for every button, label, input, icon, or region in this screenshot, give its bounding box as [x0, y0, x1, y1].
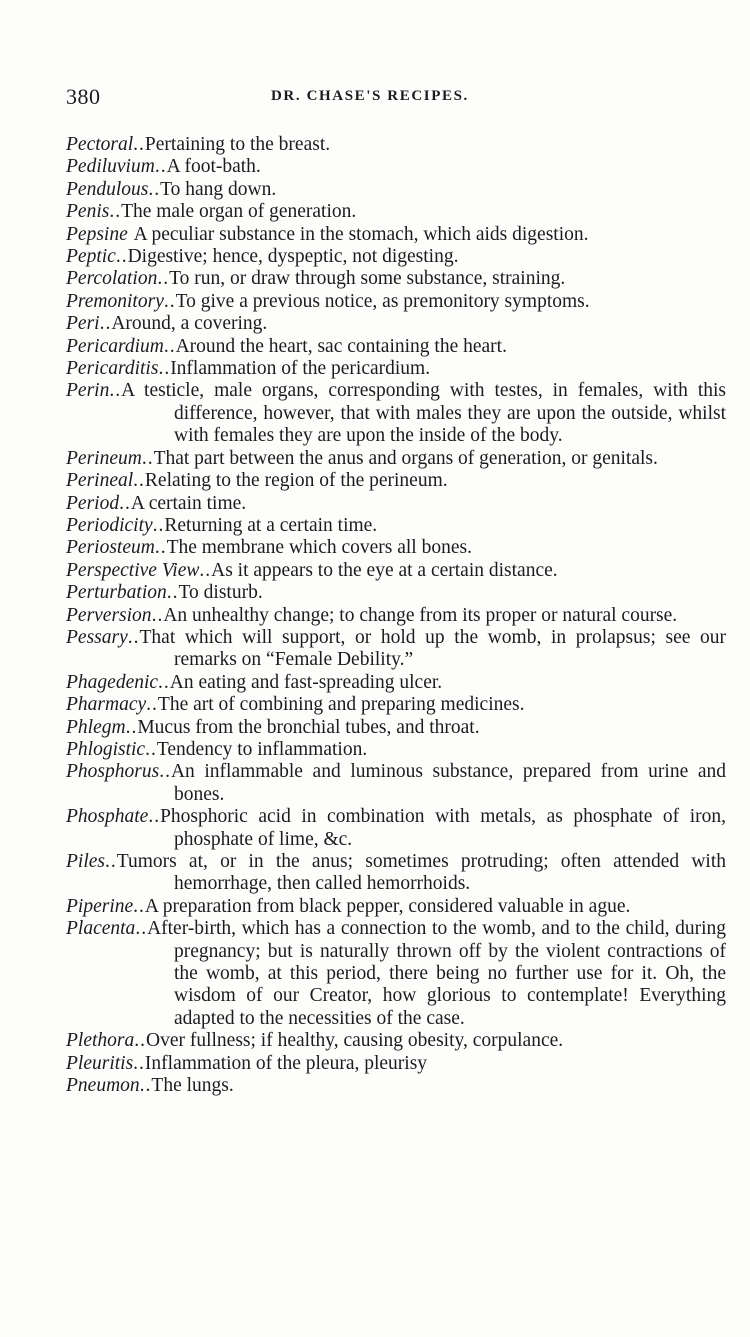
glossary-entry: [66, 851, 726, 896]
entry-separator: ..: [159, 761, 171, 783]
entry-separator: ..: [152, 514, 165, 536]
glossary-entry: [66, 268, 726, 290]
entry-separator: ..: [166, 582, 179, 604]
entry-definition: Relating to the region of the perineum.: [144, 470, 448, 492]
entry-term: Placenta: [66, 918, 136, 940]
entry-definition: Inflammation of the pericardium.: [170, 358, 431, 380]
entry-term: Phagedenic: [66, 671, 159, 693]
running-title: DR. CHASE'S RECIPES.: [271, 88, 469, 104]
glossary-entry: [66, 739, 726, 761]
entry-separator: ..: [105, 851, 117, 872]
glossary-entry: [66, 313, 726, 335]
entry-term: Pediluvium: [66, 156, 155, 178]
glossary-entry: [66, 470, 726, 492]
glossary-entry: [66, 179, 726, 201]
entry-definition: A preparation from black pepper, considered valuable in ague.: [144, 895, 631, 917]
entry-separator: ..: [139, 1075, 152, 1097]
glossary-entry: [66, 201, 726, 223]
entry-definition: Pertaining to the breast.: [144, 134, 331, 155]
entry-definition: An inflammable and luminous substance, prepared from urine and bones.: [170, 761, 726, 805]
entry-separator: ..: [115, 246, 128, 268]
entry-definition: Returning at a certain time.: [164, 514, 378, 536]
glossary-entry: [66, 1075, 726, 1097]
entry-separator: ..: [158, 358, 171, 380]
entry-term: Percolation: [66, 268, 158, 290]
entry-term: Pneumon: [66, 1075, 140, 1097]
glossary-entry: [66, 918, 726, 1030]
entry-term: Pectoral: [66, 134, 134, 155]
entry-term: Piperine: [66, 895, 134, 917]
entry-definition: Around, a covering.: [111, 313, 268, 335]
entry-separator: ..: [133, 895, 145, 917]
entry-term: Periosteum: [66, 537, 155, 559]
entry-separator: ..: [154, 156, 167, 178]
entry-separator: ..: [163, 290, 176, 312]
entry-definition: The male organ of generation.: [121, 201, 357, 223]
entry-separator: ..: [127, 626, 140, 648]
entry-term: Phlogistic: [66, 738, 146, 760]
entry-separator: ..: [135, 918, 148, 940]
entry-definition: A foot-bath.: [166, 156, 261, 178]
glossary-entry: [66, 806, 726, 851]
entry-definition: An eating and fast-spreading ulcer.: [169, 671, 443, 693]
entry-term: Pericardium: [66, 335, 164, 357]
glossary-entry: [66, 694, 726, 716]
entry-separator: ..: [199, 559, 212, 581]
glossary-entry: [66, 224, 726, 246]
entry-separator: ..: [133, 470, 145, 492]
entry-definition: Digestive; hence, dyspeptic, not digesting.: [127, 246, 459, 268]
entry-separator: ..: [119, 492, 131, 514]
entry-term: Perturbation: [66, 582, 167, 604]
glossary-entry: [66, 291, 726, 313]
entry-separator: ..: [109, 201, 122, 223]
glossary-entry: [66, 627, 726, 672]
glossary-entry: [66, 156, 726, 178]
glossary-entry: [66, 380, 726, 447]
entry-definition: Phosphoric acid in combination with metals, as phosphate of iron, phosphate of lime, &c.: [160, 806, 726, 850]
entry-separator: ..: [148, 806, 161, 828]
glossary-entry: [66, 515, 726, 537]
entry-term: Piles: [66, 851, 105, 872]
page-number: 380: [66, 84, 101, 109]
entry-separator: ..: [151, 604, 164, 626]
glossary-entry: [66, 1030, 726, 1052]
entry-term: Pendulous: [66, 178, 149, 200]
glossary-entry: [66, 582, 726, 604]
entry-definition: A certain time.: [130, 492, 247, 514]
entry-term: Period: [66, 492, 120, 514]
entry-term: Peri: [66, 313, 100, 335]
entry-definition: Over fullness; if healthy, causing obesity, corpulance.: [146, 1030, 564, 1052]
entry-separator: ..: [148, 178, 161, 200]
entry-definition: As it appears to the eye at a certain distance.: [211, 559, 558, 581]
entry-definition: A peculiar substance in the stomach, which aids digestion.: [133, 223, 589, 245]
entry-definition: That which will support, or hold up the womb, in prolapsus; see our remarks on “Female Debility.”: [139, 626, 726, 671]
entry-definition: An unhealthy change; to change from its proper or natural course.: [163, 604, 678, 626]
entry-term: Penis: [66, 201, 110, 223]
entry-definition: Around the heart, sac containing the heart.: [175, 335, 507, 357]
entry-term: Pleuritis: [66, 1052, 134, 1074]
glossary-entry: [66, 448, 726, 470]
entry-separator: ..: [99, 313, 112, 335]
entry-separator: ..: [133, 1052, 145, 1074]
glossary-entry: [66, 493, 726, 515]
glossary-entries: [66, 134, 726, 1097]
entry-separator: ..: [154, 537, 167, 559]
entry-separator: ..: [158, 671, 170, 693]
glossary-entry: [66, 336, 726, 358]
entry-term: Phosphorus: [66, 761, 160, 783]
entry-separator: ..: [145, 738, 157, 760]
entry-term: Plethora: [66, 1030, 135, 1052]
entry-term: Premonitory: [66, 290, 164, 312]
glossary-entry: [66, 560, 726, 582]
glossary-entry: [66, 1053, 726, 1075]
glossary-entry: [66, 358, 726, 380]
glossary-entry: [66, 717, 726, 739]
entry-term: Pessary: [66, 626, 128, 648]
entry-term: Perineum: [66, 447, 142, 469]
entry-separator: ..: [133, 134, 145, 155]
glossary-entry: [66, 761, 726, 806]
entry-term: Perspective View: [66, 559, 200, 581]
entry-definition: Inflammation of the pleura, pleurisy: [144, 1052, 428, 1074]
glossary-entry: [66, 134, 726, 156]
entry-separator: ..: [125, 716, 138, 738]
entry-definition: Tendency to inflammation.: [156, 738, 368, 760]
entry-term: Perin: [66, 380, 110, 402]
entry-definition: Mucus from the bronchial tubes, and throat.: [137, 716, 480, 738]
entry-term: Pericarditis: [66, 358, 159, 380]
entry-separator: ..: [141, 447, 154, 469]
entry-separator: ..: [163, 335, 176, 357]
entry-term: Peptic: [66, 246, 116, 268]
entry-definition: To hang down.: [160, 178, 277, 200]
entry-definition: To disturb.: [178, 582, 263, 604]
entry-definition: After-birth, which has a connection to the womb, and to the child, during pregnancy; but is naturally thrown off by the violent contractions of the womb, at this period, there being no further use for it. Oh, the wisdom of our Creator, how glorious to contemplate! Everything adapted to the necessities of the case.: [147, 918, 726, 1029]
entry-separator: ..: [109, 380, 122, 402]
glossary-entry: [66, 246, 726, 268]
entry-term: Phosphate: [66, 806, 149, 828]
entry-definition: To give a previous notice, as premonitory symptoms.: [175, 290, 590, 312]
glossary-entry: [66, 537, 726, 559]
entry-definition: Tumors at, or in the anus; sometimes protruding; often attended with hemorrhage, then called hemorrhoids.: [116, 851, 726, 895]
entry-definition: A testicle, male organs, corresponding with testes, in females, with this difference, however, that with males they are upon the outside, whilst with females they are upon the inside of the body.: [121, 380, 726, 447]
entry-term: Perineal: [66, 470, 134, 492]
entry-separator: ..: [146, 694, 158, 716]
glossary-entry: [66, 672, 726, 694]
entry-term: Perversion: [66, 604, 152, 626]
entry-term: Phlegm: [66, 716, 126, 738]
entry-definition: The lungs.: [151, 1075, 234, 1097]
entry-definition: That part between the anus and organs of generation, or genitals.: [153, 447, 658, 469]
entry-term: Pharmacy: [66, 694, 147, 716]
entry-definition: To run, or draw through some substance, straining.: [169, 268, 566, 290]
entry-separator: ..: [157, 268, 170, 290]
entry-definition: The art of combining and preparing medicines.: [157, 694, 525, 716]
glossary-entry: [66, 896, 726, 918]
entry-definition: The membrane which covers all bones.: [166, 537, 472, 559]
entry-term: Pepsine: [66, 223, 128, 245]
glossary-entry: [66, 605, 726, 627]
entry-term: Periodicity: [66, 514, 153, 536]
page-header: [66, 84, 706, 114]
entry-separator: ..: [134, 1030, 146, 1052]
